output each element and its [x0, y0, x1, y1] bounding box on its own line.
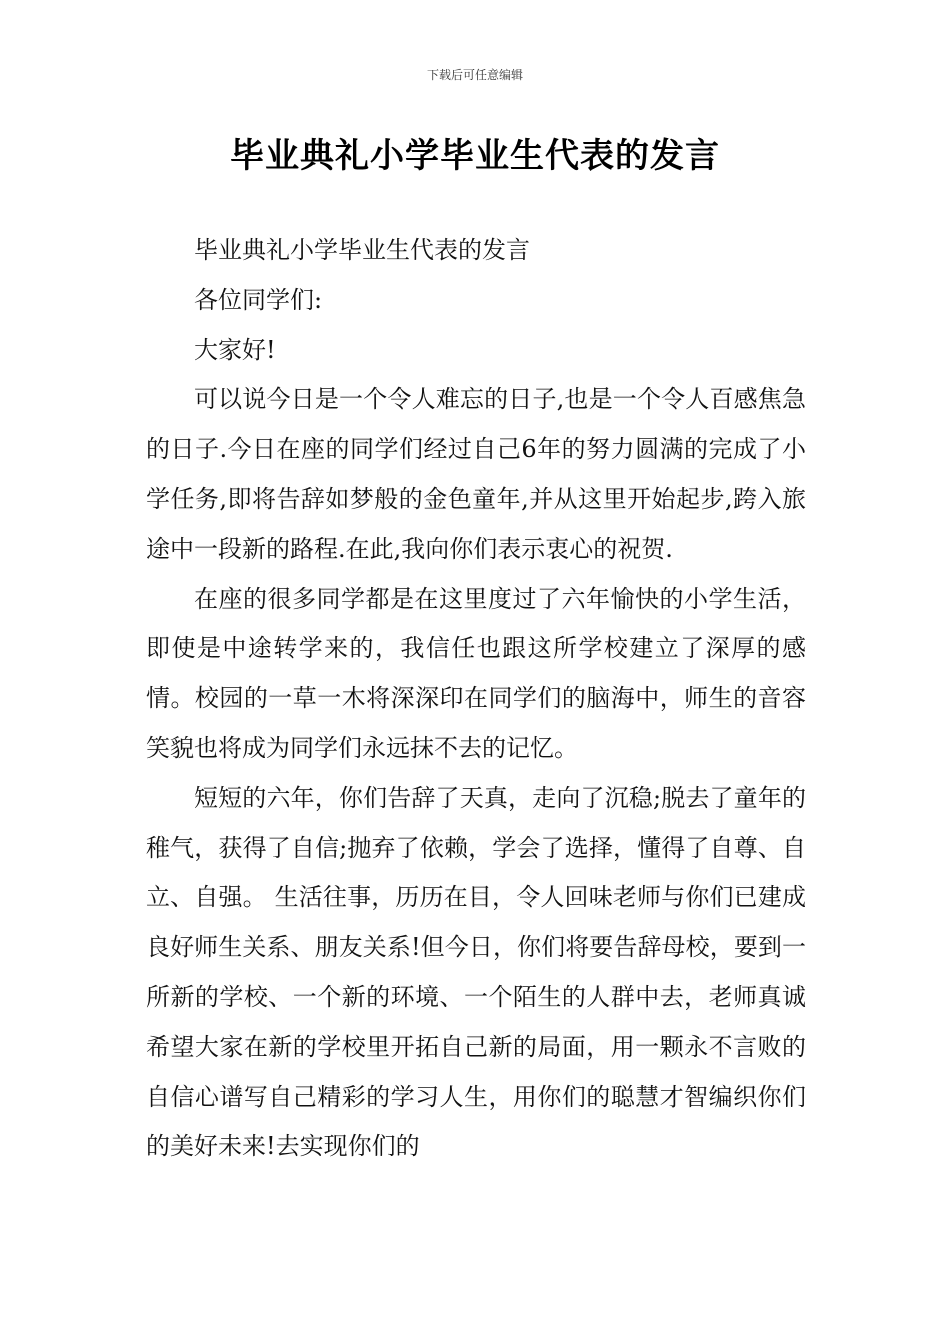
document-body [146, 226, 806, 1172]
paragraph-1: 可以说今日是一个令人难忘的日子,也是一个令人百感焦急的日子.今日在座的同学们经过自己6年的努力圆满的完成了小学任务,即将告辞如梦般的金色童年,并从这里开始起步,跨入旅途中一段新的路程.在此,我向你们表示衷心的祝贺. [146, 385, 806, 563]
document-title: 毕业典礼小学毕业生代表的发言 [230, 136, 720, 176]
paragraph-3: 短短的六年，你们告辞了天真，走向了沉稳;脱去了童年的稚气，获得了自信;抛弃了依赖，学会了选择，懂得了自尊、自立、自强。 生活往事，历历在目，令人回味老师与你们已建成良好师生关系、朋友关系!但今日，你们将要告辞母校，要到一所新的学校、一个新的环境、一个陌生的人群中去，老师真诚希望大家在新的学校里开拓自己新的局面，用一颗永不言败的自信心谱写自己精彩的学习人生，用你们的聪慧才智编织你们的美好未来!去实现你们的 [146, 783, 806, 1161]
paragraph-greeting: 大家好! [194, 335, 276, 364]
paragraph-salutation: 各位同学们: [194, 285, 323, 314]
paragraph-2: 在座的很多同学都是在这里度过了六年愉快的小学生活，即使是中途转学来的，我信任也跟这所学校建立了深厚的感情。校园的一草一木将深深印在同学们的脑海中，师生的音容笑貌也将成为同学们永远抹不去的记忆。 [146, 584, 806, 762]
paragraph-subtitle: 毕业典礼小学毕业生代表的发言 [194, 236, 530, 264]
header-note: 下载后可任意编辑 [426, 68, 523, 82]
